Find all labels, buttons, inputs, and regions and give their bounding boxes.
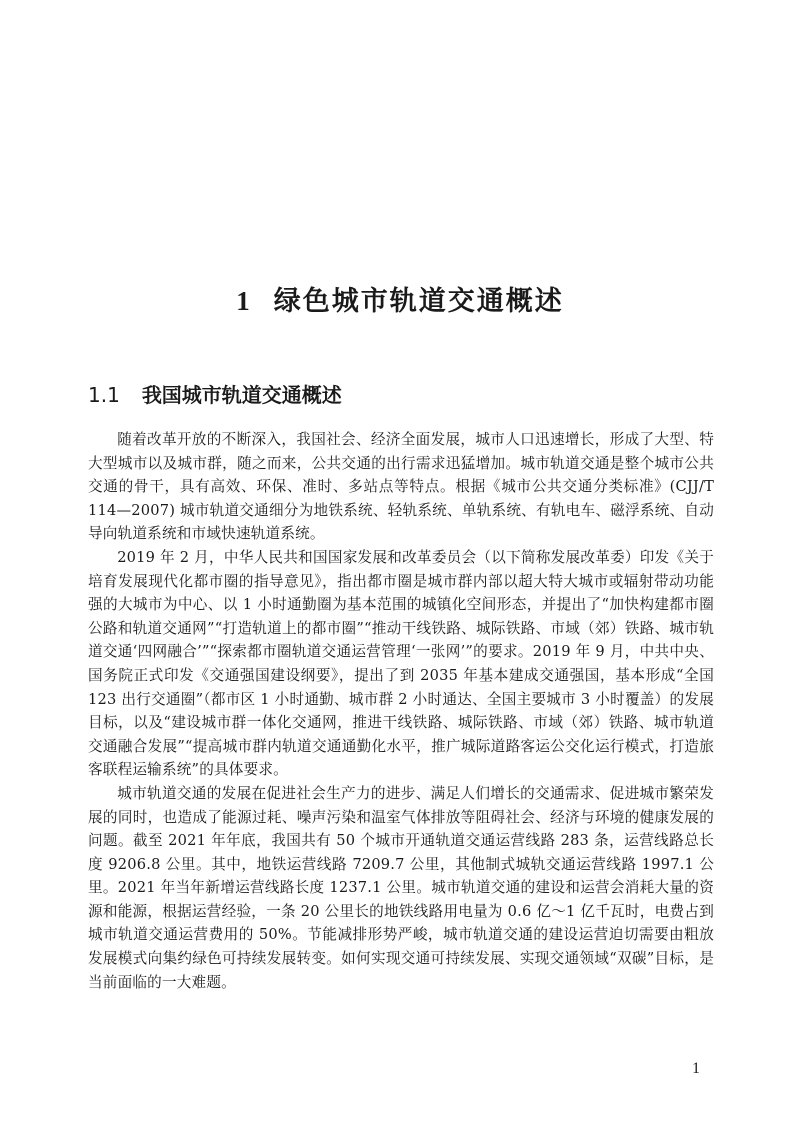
chapter-number: 1	[236, 286, 252, 316]
paragraph: 城市轨道交通的发展在促进社会生产力的进步、满足人们增长的交通需求、促进城市繁荣发展的同时，也造成了能源过耗、噪声污染和温室气体排放等阻碍社会、经济与环境的健康发展的问题。截至 2021 年年底，我国共有 50 个城市开通轨道交通运营线路 283 条，运营线路总长度 9206.8 公里。其中，地铁运营线路 7209.7 公里，其他制式城轨交通运营线路 1997.1 公里。2021 年当年新增运营线路长度 1237.1 公里。城市轨道交通的建设和运营会消耗大量的资源和能源，根据运营经验，一条 20 公里长的地铁线路用电量为 0.6 亿～1 亿千瓦时，电费占到城市轨道交通运营费用的 50%。节能减排形势严峻，城市轨道交通的建设运营迫切需要由粗放发展模式向集约绿色可持续发展转变。如何实现交通可持续发展、实现交通领域“双碳”目标，是当前面临的一大难题。	[88, 784, 714, 991]
paragraph: 随着改革开放的不断深入，我国社会、经济全面发展，城市人口迅速增长，形成了大型、特大型城市以及城市群，随之而来，公共交通的出行需求迅猛增加。城市轨道交通是整个城市公共交通的骨干，具有高效、环保、准时、多站点等特点。根据《城市公共交通分类标准》(CJJ/T 114—2007) 城市轨道交通细分为地铁系统、轻轨系统、单轨系统、有轨电车、磁浮系统、自动导向轨道系统和市域快速轨道系统。	[88, 431, 714, 543]
section-heading-text: 我国城市轨道交通概述	[141, 383, 342, 407]
chapter-heading-text: 绿色城市轨道交通概述	[273, 286, 564, 317]
page-number: 1	[692, 1060, 700, 1077]
body-text	[88, 428, 714, 994]
section-number: 1.1	[88, 383, 120, 407]
chapter-title	[0, 283, 800, 320]
section-title	[88, 380, 342, 410]
paragraph: 2019 年 2 月，中华人民共和国国家发展和改革委员会（以下简称发展改革委）印发《关于培育发展现代化都市圈的指导意见》，指出都市圈是城市群内部以超大特大城市或辐射带动功能强的大城市为中心、以 1 小时通勤圈为基本范围的城镇化空间形态，并提出了“加快构建都市圈公路和轨道交通网”“打造轨道上的都市圈”“推动干线铁路、城际铁路、市域（郊）铁路、城市轨道交通‘四网融合’”“探索都市圈轨道交通运营管理‘一张网’”的要求。2019 年 9 月，中共中央、国务院正式印发《交通强国建设纲要》，提出了到 2035 年基本建成交通强国，基本形成“全国 123 出行交通圈”（都市区 1 小时通勤、城市群 2 小时通达、全国主要城市 3 小时覆盖）的发展目标，以及“建设城市群一体化交通网，推进干线铁路、城际铁路、市域（郊）铁路、城市轨道交通融合发展”“提高城市群内轨道交通通勤化水平，推广城际道路客运公交化运行模式，打造旅客联程运输系统”的具体要求。	[88, 548, 714, 779]
